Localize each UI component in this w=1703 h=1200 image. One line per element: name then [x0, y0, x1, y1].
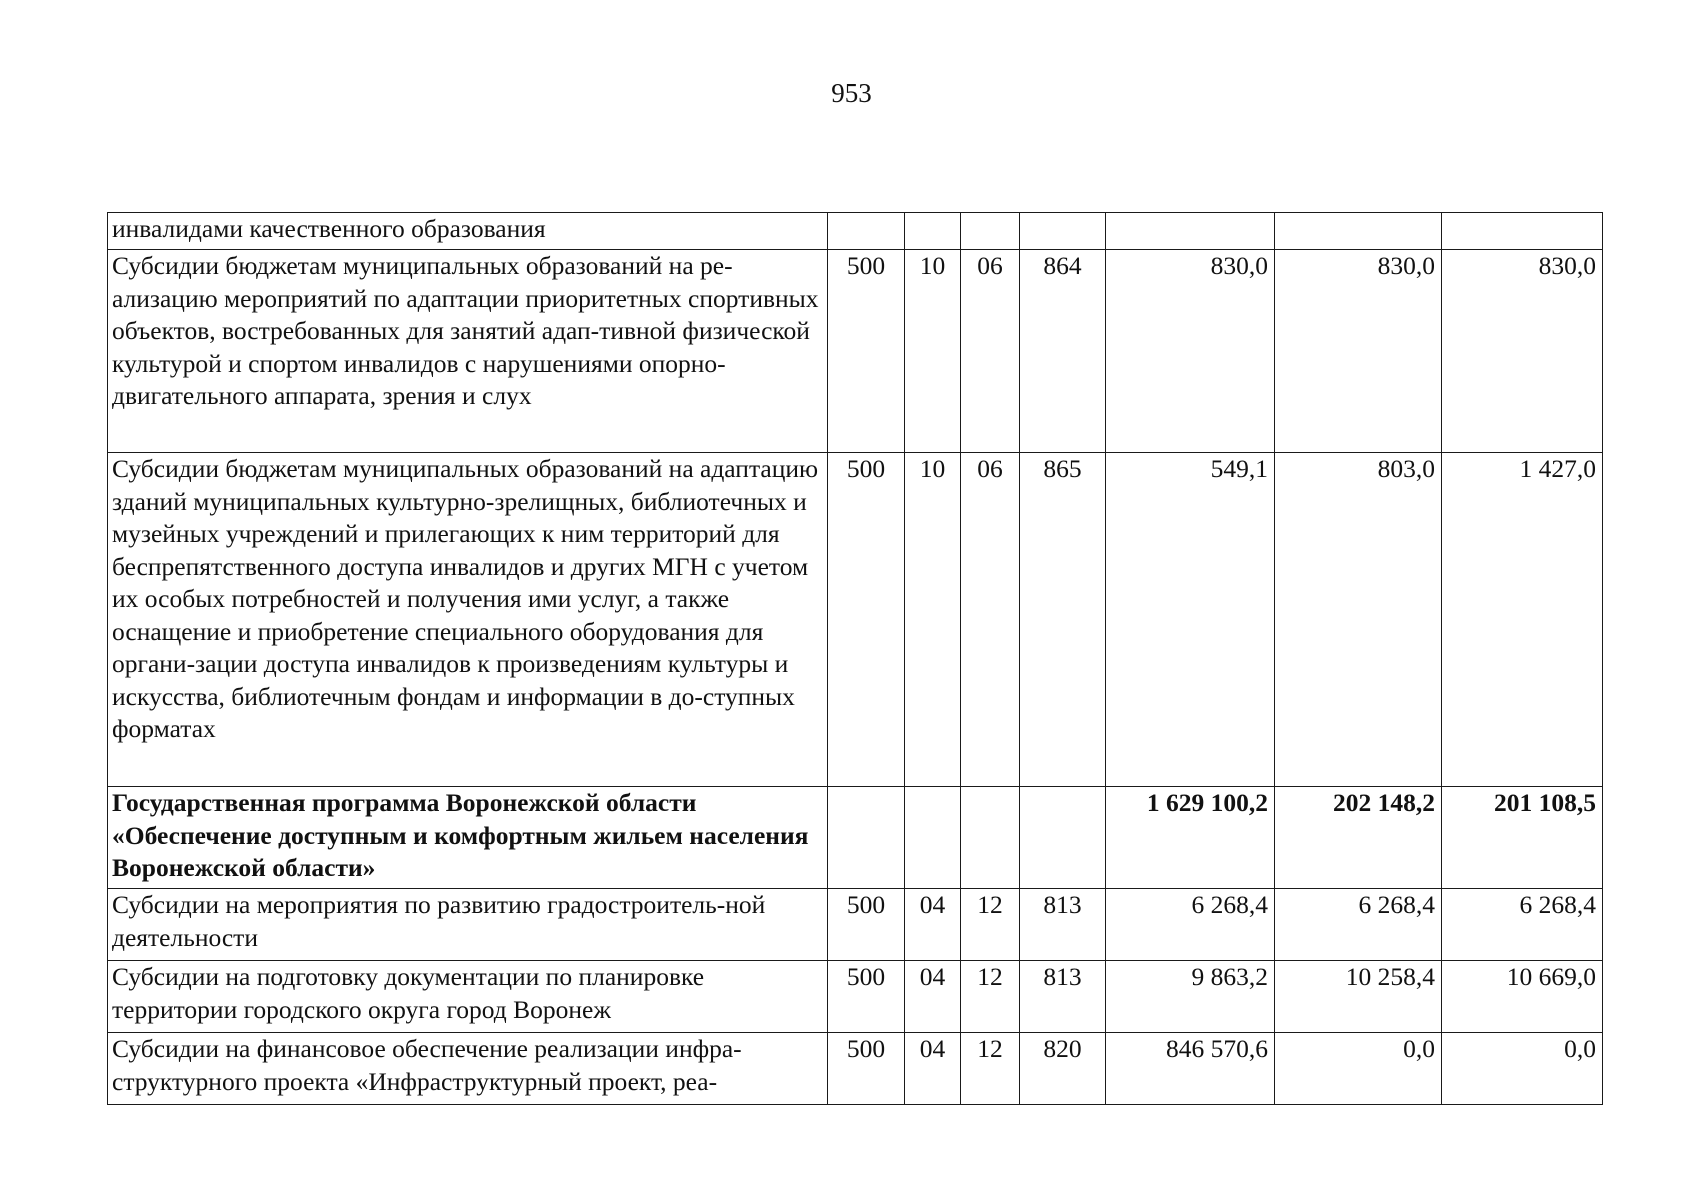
code-gr: 500 — [828, 889, 905, 961]
table-row — [108, 1033, 1603, 1105]
code-target — [1020, 787, 1106, 889]
code-rz: 04 — [905, 961, 961, 1033]
table-row — [108, 213, 1603, 250]
code-gr — [828, 787, 905, 889]
code-rz: 10 — [905, 453, 961, 787]
amount-year-1: 830,0 — [1106, 250, 1275, 453]
amount-year-3: 0,0 — [1442, 1033, 1603, 1105]
row-description: Субсидии бюджетам муниципальных образований на ре-ализацию мероприятий по адаптации приоритетных спортивных объектов, востребованных для занятий адап-тивной физической культурой и спортом инвалидов с нарушениями опорно-двигательного аппарата, зрения и слух — [108, 250, 828, 453]
code-rz — [905, 787, 961, 889]
row-description: Субсидии бюджетам муниципальных образований на адаптацию зданий муниципальных культурно-зрелищных, библиотечных и музейных учреждений и прилегающих к ним территорий для беспрепятственного доступа инвалидов и других МГН с учетом их особых потребностей и получения ими услуг, а также оснащение и приобретение специального оборудования для органи-зации доступа инвалидов к произведениям культуры и искусства, библиотечным фондам и информации в до-ступных форматах — [108, 453, 828, 787]
code-pr: 06 — [961, 250, 1020, 453]
amount-year-3: 830,0 — [1442, 250, 1603, 453]
amount-year-2: 0,0 — [1275, 1033, 1442, 1105]
row-description: Субсидии на мероприятия по развитию градостроитель-ной деятельности — [108, 889, 828, 961]
code-target: 865 — [1020, 453, 1106, 787]
amount-year-3: 201 108,5 — [1442, 787, 1603, 889]
row-description: инвалидами качественного образования — [108, 213, 828, 250]
amount-year-3: 10 669,0 — [1442, 961, 1603, 1033]
amount-year-1: 9 863,2 — [1106, 961, 1275, 1033]
amount-year-1: 846 570,6 — [1106, 1033, 1275, 1105]
code-target — [1020, 213, 1106, 250]
code-pr — [961, 787, 1020, 889]
amount-year-2: 6 268,4 — [1275, 889, 1442, 961]
code-pr: 12 — [961, 961, 1020, 1033]
amount-year-2: 803,0 — [1275, 453, 1442, 787]
amount-year-2: 10 258,4 — [1275, 961, 1442, 1033]
code-rz: 04 — [905, 1033, 961, 1105]
code-pr — [961, 213, 1020, 250]
table-row — [108, 889, 1603, 961]
code-target: 864 — [1020, 250, 1106, 453]
table-row-program — [108, 787, 1603, 889]
row-description: Субсидии на подготовку документации по планировке территории городского округа город Воронеж — [108, 961, 828, 1033]
amount-year-3 — [1442, 213, 1603, 250]
amount-year-1: 6 268,4 — [1106, 889, 1275, 961]
code-gr: 500 — [828, 453, 905, 787]
code-target: 820 — [1020, 1033, 1106, 1105]
code-pr: 12 — [961, 1033, 1020, 1105]
row-description: Государственная программа Воронежской области «Обеспечение доступным и комфортным жильем населения Воронежской области» — [108, 787, 828, 889]
code-pr: 12 — [961, 889, 1020, 961]
code-target: 813 — [1020, 889, 1106, 961]
amount-year-2: 202 148,2 — [1275, 787, 1442, 889]
table-row — [108, 453, 1603, 787]
code-gr: 500 — [828, 961, 905, 1033]
amount-year-2 — [1275, 213, 1442, 250]
amount-year-1: 1 629 100,2 — [1106, 787, 1275, 889]
code-rz — [905, 213, 961, 250]
code-target: 813 — [1020, 961, 1106, 1033]
page-number: 953 — [831, 78, 872, 108]
code-rz: 10 — [905, 250, 961, 453]
code-gr: 500 — [828, 250, 905, 453]
amount-year-1 — [1106, 213, 1275, 250]
table-row — [108, 961, 1603, 1033]
table-body — [108, 213, 1603, 1105]
amount-year-3: 1 427,0 — [1442, 453, 1603, 787]
code-gr — [828, 213, 905, 250]
code-rz: 04 — [905, 889, 961, 961]
table-row — [108, 250, 1603, 453]
row-description: Субсидии на финансовое обеспечение реализации инфра-структурного проекта «Инфраструктурный проект, реа- — [108, 1033, 828, 1105]
code-pr: 06 — [961, 453, 1020, 787]
amount-year-2: 830,0 — [1275, 250, 1442, 453]
code-gr: 500 — [828, 1033, 905, 1105]
amount-year-3: 6 268,4 — [1442, 889, 1603, 961]
budget-table — [107, 212, 1603, 1105]
amount-year-1: 549,1 — [1106, 453, 1275, 787]
